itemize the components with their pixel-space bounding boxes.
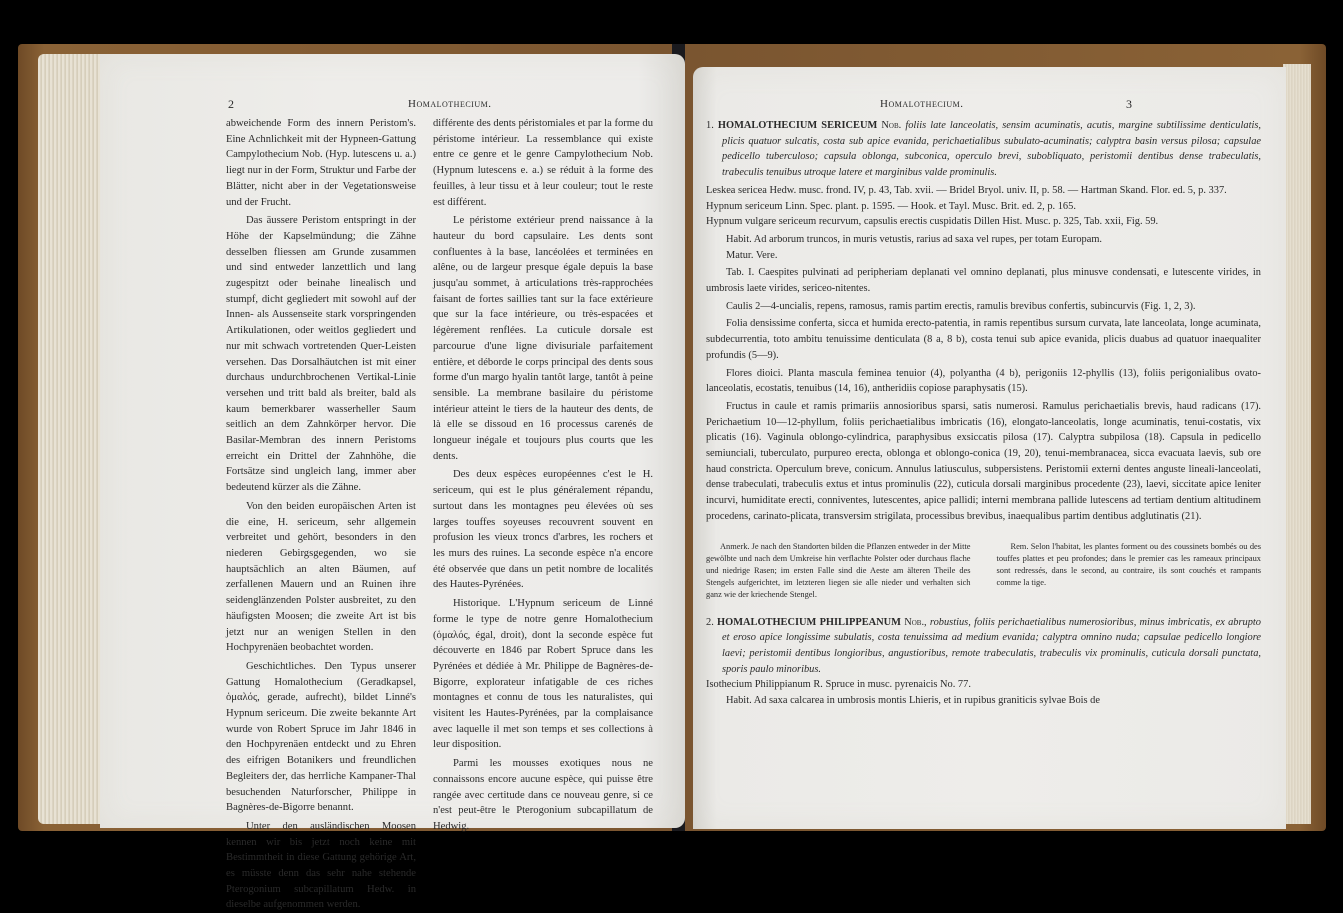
- species-2-synonym: Isothecium Philippianum R. Spruce in musc. pyrenaicis No. 77.: [706, 679, 971, 691]
- species-text: [706, 118, 1261, 709]
- french-paragraph: Des deux espèces européennes c'est le H. sericeum, qui est le plus généralement répandu, surtout dans les montagnes peu élevées où ses larges touffes soyeuses recouvrent souvent en profusion les vieux troncs d'arbres, les rochers et les murs des ruines. La seconde espèce n'a encore été observée que dans un petit nombre de localités des Hautes-Pyrénées.: [433, 469, 653, 591]
- left-running-head: Homalothecium.: [408, 98, 492, 110]
- species-1-number: 1.: [706, 120, 714, 131]
- description-paragraph: Caulis 2—4-uncialis, repens, ramosus, ramis partim erectis, ramulis brevibus confertis, subincurvis (Fig. 1, 2, 3).: [726, 300, 1196, 312]
- species-2-entry: [706, 615, 1261, 678]
- german-paragraph: Unter den ausländischen Moosen kennen wir bis jetzt noch keine mit Bestimmtheit in diese Gattung gehörige Art, es müsste denn das sehr nahe stehende Pterogonium subcapillatum Hedw. in dieselbe aufgenommen werden.: [226, 820, 416, 911]
- french-column: [433, 116, 653, 835]
- german-paragraph: Geschichtliches. Den Typus unserer Gattung Homalothecium (Geradkapsel, ὁμαλός, gerade, aufrecht), bildet Linné's Hypnum sericeum. Die zweite bekannte Art wurde von Robert Spruce im Jahr 1846 in den Hochpyrenäen entdeckt und zu Ehren des eifrigen Botanikers und freundlichen Begleiters der, das herrliche Kampaner-Thal besuchenden Naturforscher, Philippe in Bagnères-de-Bigorre benannt.: [226, 660, 416, 814]
- description-paragraph: Folia densissime conferta, sicca et humida erecto-patentia, in ramis repentibus sursum curvata, late lanceolata, longe acuminata, subdecurrentia, toto ambitu tenuissime denticulata (8 a, 8 b), costa tenui sub apice evanida, plicis duabus ad quatuor inaequaliter profundis (5—9).: [706, 318, 1261, 361]
- left-page-number: 2: [228, 97, 234, 111]
- species-1-diagnosis: foliis late lanceolatis, sensim acuminatis, acutis, margine subtilissime denticulatis, plicis quatuor sulcatis, costa sub apice evanida, perichaetialibus subulato-acuminatis; calyptra basin versus pilosa; capsulae pedicello tuberculoso; capsula oblonga, subconica, operculo brevi, subobliquato, peristomii dentibus dense trabeculatis, trabeculis tenuibus utroque latere et marginibus valde prominulis.: [722, 120, 1261, 179]
- german-paragraph: Von den beiden europäischen Arten ist die eine, H. sericeum, sehr allgemein verbreitet und gehört, besonders in den niederen Gebirgsgegenden, wo sie hauptsächlich an alten Bäumen, auf zerfallenen Mauern und an Ruinen ihre seidenglänzenden Polster ausbreitet, zu den häufigsten Moosen; die zweite Art ist bis jetzt nur an wenigen Stellen in den Hochpyrenäen beobachtet worden.: [226, 500, 416, 654]
- page-stack-right: [1283, 64, 1311, 824]
- page-stack-left: [38, 54, 108, 824]
- species-1-entry: [706, 118, 1261, 181]
- note-french: Rem. Selon l'habitat, les plantes forment ou des coussinets bombés ou des touffes plattes et peu profondes; dans le premier cas les rameaux principaux sont redressés, dans le second, au contraire, ils sont couchés et rampants comme la tige.: [996, 541, 1261, 587]
- maturity: Matur. Vere.: [726, 249, 778, 261]
- synonym: Hypnum vulgare sericeum recurvum, capsulis erectis cuspidatis Dillen Hist. Musc. p. 325, Tab. xxii, Fig. 59.: [706, 216, 1159, 228]
- description-paragraph: Fructus in caule et ramis primariis annosioribus sparsi, satis numerosi. Ramulus perichaetialis brevis, haud radicans (17). Perichaetium 10—12-phyllum, foliis perichaetialibus imbricatis (16), elongato-lanceolatis, longe acuminatis, tenui-costatis, vix plicatis (16). Vaginula oblongo-cylindrica, paraphysibus exsiccatis pilosa (17). Calyptra subpilosa (18). Capsula in pedicello semiunciali, tuberculato, purpureo erecta, oblonga et oblongo-conica (19, 20), tenui-membranacea, sicca evacuata laevis, sub ore haud constricta. Operculum breve, conicum. Annulus latiusculus, subpersistens. Peristomii externi dentes anguste lineali-lanceolati, dense trabeculati, trabeculis extus et intus prominulis (22), cuticula dorsali marginibus procedente (23), laevi, siccitate apice leniter incurvi, humiditate erecti, conniventes, lutescentes, apice pallidi; interni membrana pallide lutescens ad tertiam dentium altitudinem procedens, carinato-plicata, transversim strigilata, processibus brevibus, inaequalibus partim dentibus adglutinatis (21).: [706, 400, 1261, 522]
- species-2-author: Nob.,: [904, 616, 927, 628]
- species-2-name: HOMALOTHECIUM PHILIPPEANUM: [717, 616, 901, 628]
- species-1-author: Nob.: [881, 120, 902, 131]
- species-2-number: 2.: [706, 616, 714, 628]
- right-running-head: Homalothecium.: [880, 98, 964, 110]
- french-paragraph: Historique. L'Hypnum sericeum de Linné forme le type de notre genre Homalothecium (ὁμαλός, égal, droit), dont la seconde espèce fut découverte en 1846 par Robert Spruce dans les Pyrénées et dédiée à Mr. Philippe de Bagnères-de-Bigorre, explorateur infatigable de ces riches montagnes et connu de tous les naturalistes, qui visitent les Hautes-Pyrénées, par la complaisance avec laquelle il met son temps et ses collections à leur disposition.: [433, 598, 653, 751]
- species-2-diagnosis: robustius, foliis perichaetialibus numerosioribus, minus imbricatis, ex abrupto et eroso apice longissime subulatis, costa tenuissima ad medium evanida; calyptra omnino nuda; capsulae pedicello longiore laevi; peristomii dentibus longioribus, angustioribus, remote trabeculatis, trabeculis vix prominulis, cuticula dorsali punctata, sporis paulo minoribus.: [722, 616, 1261, 675]
- species-2-habitat: Habit. Ad saxa calcarea in umbrosis montis Lhieris, et in rupibus graniticis sylvae Bois de: [726, 695, 1100, 707]
- note-german: Anmerk. Je nach den Standorten bilden die Pflanzen entweder in der Mitte gewölbte und nach dem Umkreise hin verflachte Polster oder durchaus flache und niedrige Rasen; im ersten Falle sind die Aeste am älteren Theile des Stengels aufgerichtet, im letzteren liegen sie alle nieder und verhalten sich ganz wie der kriechende Stengel.: [706, 541, 971, 599]
- french-paragraph: Parmi les mousses exotiques nous ne connaissons encore aucune espèce, qui puisse être rangée avec certitude dans ce nouveau genre, si ce n'est peut-être le Pterogonium subcapillatum de Hedwig.: [433, 758, 653, 832]
- synonym: Leskea sericea Hedw. musc. frond. IV, p. 43, Tab. xvii. — Bridel Bryol. univ. II, p. 58. — Hartman Skand. Flor. ed. 5, p. 337.: [706, 184, 1227, 196]
- french-paragraph: différente des dents péristomiales et par la forme du péristome intérieur. La ressemblance qui existe entre ce genre et le genre Campylothecium Nob. (Hypnum lutescens e. a.) se réduit à la forme des feuilles, à leur tissu et à leur couleur; tout le reste est différent.: [433, 118, 653, 208]
- german-paragraph: abweichende Form des innern Peristom's. Eine Achnlichkeit mit der Hypneen-Gattung Campylothecium Nob. (Hyp. lutescens u. a.) liegt nur in der Form, Struktur und Farbe der Blätter, nicht aber in der Vegetationsweise und der Frucht.: [226, 118, 416, 208]
- footnotes: [706, 541, 1261, 601]
- synonym: Hypnum sericeum Linn. Spec. plant. p. 1595. — Hook. et Tayl. Musc. Brit. ed. 2, p. 165.: [706, 200, 1076, 212]
- german-paragraph: Das äussere Peristom entspringt in der Höhe der Kapselmündung; die Zähne desselben fliessen am Grunde zusammen und sind entweder lanzettlich und lang zugespitzt oder beinahe linealisch und stumpf, dicht gegliedert mit sowohl auf der Innen- als Aussenseite stark vorspringenden Artikulationen, oder weitlos gegliedert und nur mit schwach vortretenden Quer-Leisten versehen. Das Dorsalhäutchen ist mit einer durchaus undurchbrochenen Vertikal-Linie versehen und tritt bald als breiter, bald als kaum bemerkbarer wasserheller Saum seitlich an dem Zahnkörper hervor. Die Basilar-Membran des innern Peristoms erreicht ein Drittel der Zahnhöhe, die Fortsätze sind ungleich lang, immer aber bedeutend kürzer als die Zähne.: [226, 215, 416, 494]
- species-1-name: HOMALOTHECIUM SERICEUM: [717, 120, 878, 131]
- description-paragraph: Flores dioici. Planta mascula feminea tenuior (4), polyantha (4 b), perigoniis 12-phyllis (13), foliis perigonialibus ovato-lanceolatis, ecostatis, tenuibus (14, 16), antheridiis copiose paraphysatis (15).: [706, 367, 1261, 395]
- french-paragraph: Le péristome extérieur prend naissance à la hauteur du bord capsulaire. Les dents sont confluentes à la base, lancéolées et terminées en alêne, ou de largeur presque égale depuis la base jusqu'au sommet, à articulations très-rapprochées faisant de fortes saillies tant sur la face extérieure que sur la face intérieure, ou très-espacées et légèrement renflées. La cuticule dorsale est parcourue d'une ligne divisuriale parfaitement entière, et déborde le corps principal des dents sous forme d'un margo hyalin tantôt large, tantôt à peine sensible. La membrane basilaire du péristome intérieur atteint le tiers de la hauteur des dents, de là elle se dissoud en 16 processus carenés de longueur inégale et toujours plus courts que les dents.: [433, 215, 653, 462]
- german-column: [226, 116, 416, 913]
- right-page-number: 3: [1126, 97, 1132, 111]
- description-paragraph: Tab. I. Caespites pulvinati ad peripheriam deplanati vel omnino deplanati, plus minusve condensati, e lutescente virides, in umbrosis laete virides, sericeo-nitentes.: [706, 267, 1261, 295]
- habitat: Habit. Ad arborum truncos, in muris vetustis, rarius ad saxa vel rupes, per totam Europam.: [726, 233, 1103, 245]
